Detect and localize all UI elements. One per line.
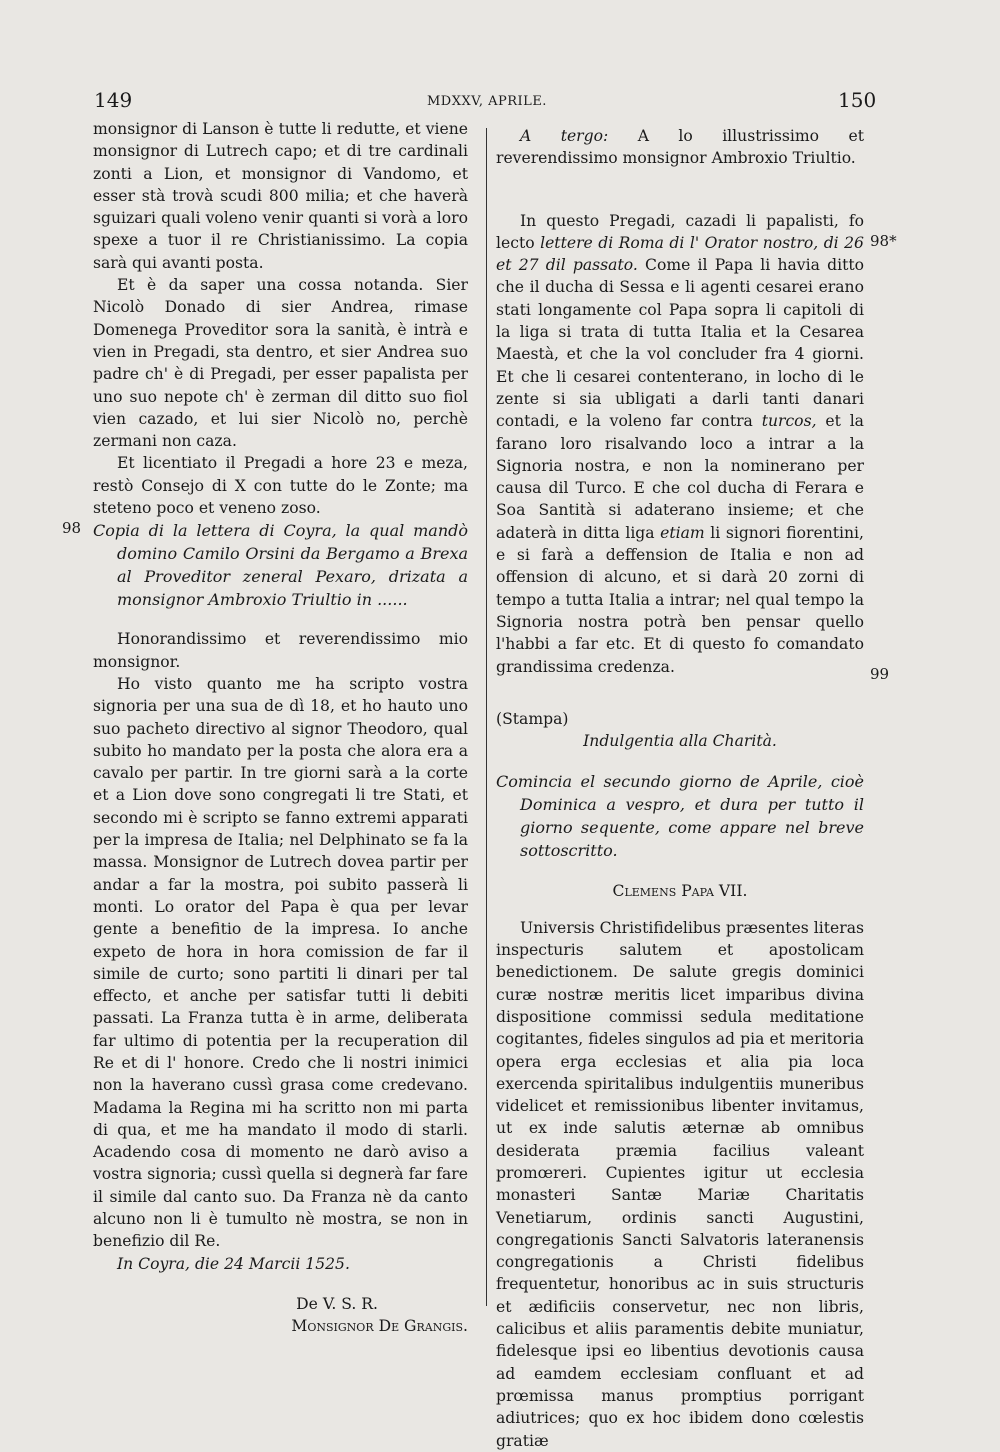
right-paragraph-2 — [496, 210, 864, 678]
clemens-heading: Clemens Papa VII. — [612, 882, 748, 901]
indulgentia-title: Indulgentia alla Charità. — [583, 732, 777, 751]
left-paragraph-3: Et licentiato il Pregadi a hore 23 e meza, restò Consejo di X con tutte do le Zonte; ma steteno poco et veneno zoso. — [93, 454, 468, 518]
page-header — [0, 88, 1000, 118]
letter-heading: Copia di la lettera di Coyra, la qual mandò domino Camilo Orsini da Bergamo a Brexa al Proveditor zeneral Pexaro, drizata a monsignor Ambroxio Triultio in ...... — [93, 521, 468, 610]
margin-note-99: 99 — [870, 665, 890, 683]
pregadi-rest-3: li signori fiorentini, e si farà a deffension de Italia e non ad offension di alcuno, et si darà 20 zorni di tempo a tutta Italia a intrar; nel qual tempo la Signoria nostra potrà ben pensar quello l'habbi a far etc. Et di questo fo comandato grandissima credenza. — [496, 523, 864, 676]
column-divider — [486, 128, 487, 1306]
letter-dateline: In Coyra, die 24 Marcii 1525. — [117, 1254, 350, 1273]
letter-signature — [93, 1315, 468, 1337]
letter-closing: De V. S. R. — [296, 1294, 378, 1313]
spacer — [496, 170, 864, 210]
letter-salutation: Honorandissimo et reverendissimo mio monsignor. — [93, 630, 468, 671]
pregadi-italic: lettere di Roma di l' Orator nostro, di 26 et 27 dil passato. — [496, 233, 864, 275]
pregadi-rest-2: et la farano loro risalvando loco a intrar a la Signoria nostra, e non la nominerano per causa dil Turco. E che col ducha di Ferara e Soa Santità si adaterano insieme; et che adaterà in ditta liga — [496, 412, 864, 542]
left-column — [93, 118, 468, 1338]
pregadi-text: In questo Pregadi, cazadi li papalisti, fo lecto — [496, 211, 864, 252]
etiam-word: etiam — [660, 523, 705, 542]
left-paragraph-2: Et è da saper una cossa notanda. Sier Nicolò Donado di sier Andrea, rimase Domenega Proveditor sora la sanità, è intrà e vien in Pregadi, sta dentro, et sier Andrea suo padre ch' è di Pregadi, per esser papalista per uno suo nepote ch' è zerman dil ditto suo fiol vien cazado, et lui sier Nicolò no, perchè zermani non caza. — [93, 276, 468, 451]
signature-text: Monsignor De Grangis. — [291, 1317, 468, 1336]
page-number-left: 149 — [94, 88, 133, 112]
comincia-heading: Comincia el secundo giorno de Aprile, cioè Dominica a vespro, et dura per tutto il giorno sequente, come appare nel breve sottoscritto. — [496, 772, 864, 861]
right-paragraph-1 — [496, 125, 864, 170]
stampa-label: (Stampa) — [496, 709, 569, 728]
spacer — [496, 678, 864, 708]
pregadi-rest: Come il Papa li havia ditto che il ducha di Sessa e li agenti cesarei erano stati longamente col Papa sopra li capitoli di la liga si trata di tutta Italia et la Cesarea Maestà, et che la vol concluder fra 4 giorni. Et che li cesarei contenterano, in locho di le zente si sia ubligati a darli tanti danari contadi, e la voleno far contra — [496, 256, 864, 431]
margin-note-98-star: 98* — [870, 232, 897, 250]
a-tergo-label: A tergo: — [520, 127, 609, 145]
left-paragraph-1: monsignor di Lanson è tutte li redutte, et viene monsignor di Lutrech capo; et di tre cardinali zonti a Lion, et monsignor di Vandomo, et esser stà trovà scudi 800 milia; et che haverà sguizari quali voleno venir quanti si vorà a loro spexe a tuor il re Christianissimo. La copia sarà qui avanti posta. — [93, 120, 468, 272]
turcos-word: turcos, — [761, 412, 817, 431]
a-tergo-text: A lo illustrissimo et reverendissimo monsignor Ambroxio Triultio. — [496, 127, 864, 168]
running-title: MDXXV, APRILE. — [427, 94, 547, 109]
letter-body: Ho visto quanto me ha scripto vostra signoria per una sua de dì 18, et ho hauto uno suo pacheto directivo al signor Theodoro, qual subito ho mandato per la posta che alora era a cavalo per partir. In tre giorni sarà a la corte et a Lion dove sono congregati li tre Stati, et secondo mi è scripto se fanno extremi apparati per la impresa de Italia; nel Delphinato se fa la massa. Monsignor de Lutrech dovea partir per andar a far la mostra, poi subito passerà li monti. Lo orator del Papa è qua per levar gente a benefitio de la impresa. Io anche expeto de hora in hora comission de far il simile de curto; sono partiti li dinari per tal effecto, et anche per satisfar tutti li debiti passati. La Franza tutta è in arme, deliberata far ultimo di potentia per la recuperation dil Re et di l' honore. Credo che li nostri inimici non la haverano cussì grasa come credevano. Madama la Regina mi ha scritto non mi parta di qua, et me ha mandato il modo di starli. Acadendo cosa di momento ne darò aviso a vostra signoria; cussì quella si degnerà far fare il simile dal canto suo. Da Franza nè da canto alcuno non li è tumulto nè mostra, se non in benefizio dil Re. — [93, 674, 468, 1251]
margin-note-98: 98 — [62, 519, 82, 537]
right-column — [496, 125, 864, 1452]
latin-breve: Universis Christifidelibus præsentes literas inspecturis salutem et apostolicam benedictionem. De salute gregis dominici curæ nostræ meritis licet imparibus divina dispositione commissi sedula meditatione cogitantes, fideles singulos ad pia et meritoria opera erga ecclesias et alia pia loca exercenda spiritalibus indulgentiis muneribus videlicet et remissionibus libenter invitamus, ut ex inde salutis æternæ ab omnibus desiderata præmia facilius valeant promœreri. Cupientes igitur ut ecclesia monasteri Santæ Mariæ Charitatis Venetiarum, ordinis sancti Augustini, congregationis Sancti Salvatoris lateranensis congregationis a Christi fidelibus frequentetur, honoribus ac in suis structuris et ædificiis conservetur, nec non libris, calicibus et aliis paramentis debite muniatur, fidelesque ipsi eo libentius devotionis causa ad eamdem ecclesiam confluant et ad prœmissa manus promptius porrigant adiutrices; quo ex hoc ibidem dono cœlestis gratiæ — [496, 918, 864, 1450]
page-number-right: 150 — [838, 88, 877, 112]
